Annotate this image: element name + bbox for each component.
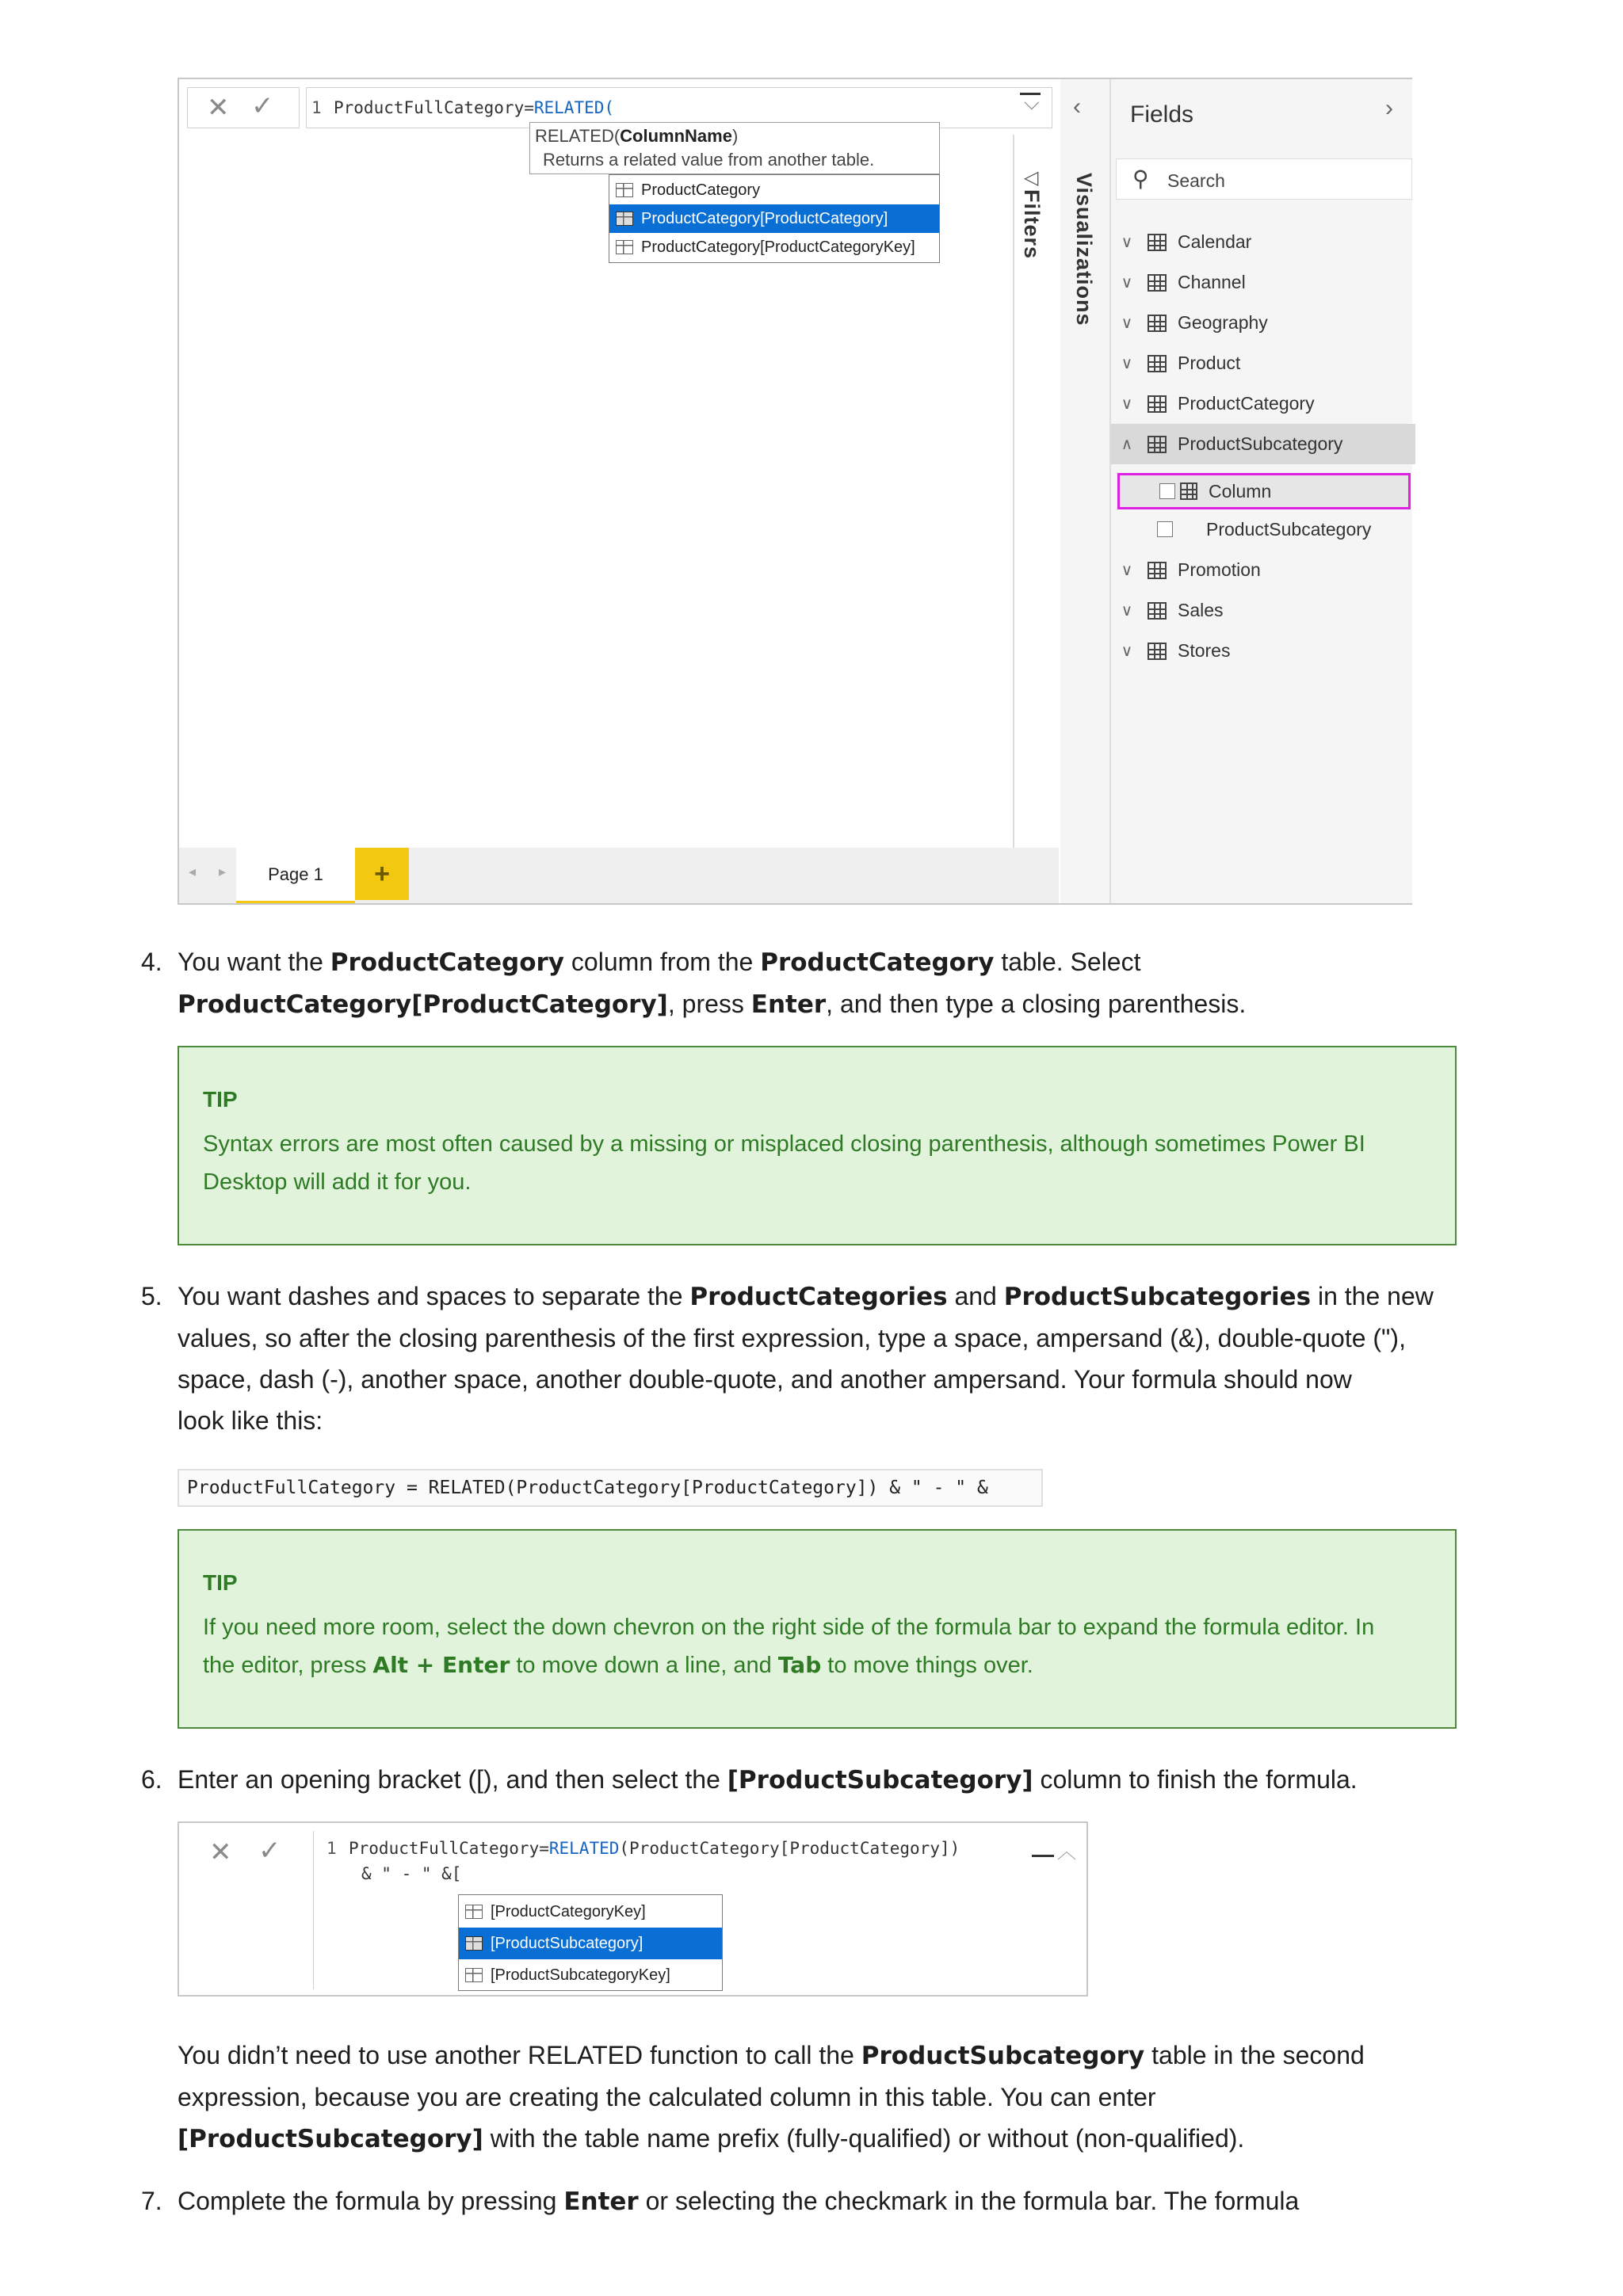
autocomplete-item[interactable]: ProductCategory[ProductCategoryKey]: [609, 233, 939, 261]
cancel-icon[interactable]: ✕: [209, 1837, 232, 1867]
chevron-down-icon: ∨: [1121, 395, 1133, 413]
checkmark-icon[interactable]: ✓: [258, 1836, 281, 1866]
note-text: You didn’t need to use another RELATED function to call the ProductSubcategory table in the second expression, because you are creating the calculated column in this table. You can enter [ProductSubcategory] with the table name prefix (fully-qualified) or without (non-qualified).: [178, 2041, 1365, 2153]
formula-actions: [187, 87, 300, 128]
tip-callout: [178, 1046, 1457, 1245]
step-6-text: Enter an opening bracket ([), and then select the [ProductSubcategory] column to finish the formula.: [178, 1765, 1358, 1794]
step-7-text: Complete the formula by pressing Enter or selecting the checkmark in the formula bar. The formula: [178, 2187, 1300, 2216]
table-icon: [1148, 395, 1167, 413]
tip-text: Syntax errors are most often caused by a missing or misplaced closing parenthesis, although sometimes Power BI Desktop will add it for you.: [203, 1131, 1365, 1195]
autocomplete-list: [609, 174, 940, 263]
field-table-product[interactable]: ∨ Product: [1111, 343, 1415, 383]
chevron-down-icon: ∨: [1121, 274, 1133, 292]
column-icon: [616, 240, 633, 254]
checkmark-icon[interactable]: ✓: [251, 91, 274, 121]
chevron-up-icon[interactable]: ︿: [1057, 1841, 1076, 1863]
filters-pane-toggle[interactable]: [1019, 166, 1044, 259]
chevron-down-icon: ∨: [1121, 643, 1133, 660]
chevron-right-icon[interactable]: ›: [1385, 95, 1393, 121]
screenshot-formula-related: [178, 78, 1412, 905]
table-icon: [1148, 315, 1167, 332]
chevron-down-icon[interactable]: ⌵: [1024, 90, 1040, 114]
screenshot-formula-subcategory: [178, 1821, 1088, 1997]
field-table-geography[interactable]: ∨ Geography: [1111, 303, 1415, 343]
field-column-highlighted[interactable]: Column: [1117, 473, 1411, 509]
formula-line-1: ProductFullCategory=RELATED(ProductCategory[ProductCategory]): [349, 1839, 960, 1858]
autocomplete-item[interactable]: [ProductCategoryKey]: [459, 1896, 722, 1928]
page-tab[interactable]: Page 1: [236, 848, 355, 903]
field-checkbox[interactable]: [1159, 483, 1175, 499]
chevron-down-icon: ∨: [1121, 315, 1133, 332]
filter-icon: ◁: [1024, 167, 1039, 189]
tip-heading: TIP: [203, 1570, 238, 1595]
prev-page-icon[interactable]: ◂: [189, 864, 197, 879]
chevron-down-icon: ∨: [1121, 602, 1133, 620]
code-snippet: ProductFullCategory = RELATED(ProductCategory[ProductCategory]) & " - " &: [178, 1469, 1043, 1507]
field-table-stores[interactable]: ∨ Stores: [1111, 631, 1415, 671]
fields-title: Fields: [1130, 101, 1194, 128]
function-description: Returns a related value from another table.: [543, 150, 875, 170]
step-number: 6.: [141, 1765, 162, 1794]
add-page-button[interactable]: +: [355, 848, 409, 900]
visualizations-pane[interactable]: [1060, 79, 1109, 903]
table-icon: [1148, 562, 1167, 579]
column-icon: [465, 1936, 483, 1951]
table-icon: [1148, 274, 1167, 292]
step-4-text: You want the ProductCategory column from the ProductCategory table. Select ProductCategory[ProductCategory], press Enter, and then type a closing parenthesis.: [178, 948, 1247, 1019]
chevron-down-icon: ∨: [1121, 562, 1133, 579]
autocomplete-item-selected[interactable]: ProductCategory[ProductCategory]: [609, 204, 939, 233]
field-table-productcategory[interactable]: ∨ ProductCategory: [1111, 383, 1415, 424]
line-number: 1: [327, 1839, 337, 1858]
fields-pane: [1111, 79, 1412, 903]
visualizations-label: Visualizations: [1072, 173, 1096, 326]
chevron-down-icon: ∨: [1121, 234, 1133, 251]
autocomplete-item[interactable]: ProductCategory: [609, 176, 939, 204]
table-icon: [616, 183, 633, 197]
step-5-text: You want dashes and spaces to separate the ProductCategories and ProductSubcategories in the new values, so after the closing parenthesis of the first expression, type a space, ampersand (&), double-quote ("), space, dash (-), another space, another double-quote, and another ampersand. Your formula should now look like this:: [178, 1282, 1434, 1435]
formula-actions: [187, 1831, 314, 1989]
field-table-sales[interactable]: ∨ Sales: [1111, 590, 1415, 631]
field-table-calendar[interactable]: ∨ Calendar: [1111, 222, 1415, 262]
function-signature: RELATED(ColumnName): [535, 126, 739, 146]
column-icon: [616, 212, 633, 226]
fields-search-input[interactable]: [1116, 158, 1412, 200]
table-icon: [1148, 355, 1167, 372]
autocomplete-item[interactable]: [ProductSubcategoryKey]: [459, 1959, 722, 1991]
chevron-left-icon[interactable]: ‹: [1073, 93, 1081, 120]
formula-collapse-icon[interactable]: [1032, 1855, 1054, 1857]
column-icon: [465, 1968, 483, 1982]
step-number: 5.: [141, 1282, 162, 1310]
table-icon: [1148, 436, 1167, 453]
tip-heading: TIP: [203, 1087, 238, 1112]
calculated-column-icon: [1180, 482, 1197, 500]
tip-callout: [178, 1529, 1457, 1729]
field-checkbox[interactable]: [1157, 521, 1173, 537]
table-icon: [1148, 643, 1167, 660]
autocomplete-list: [458, 1894, 723, 1991]
next-page-icon[interactable]: ▸: [219, 864, 227, 879]
step-number: 4.: [141, 948, 162, 976]
field-table-productsubcategory[interactable]: ∧ ProductSubcategory: [1111, 424, 1415, 464]
field-table-promotion[interactable]: ∨ Promotion: [1111, 550, 1415, 590]
cancel-icon[interactable]: ✕: [207, 93, 230, 123]
table-icon: [1148, 234, 1167, 251]
table-icon: [1148, 602, 1167, 620]
canvas-divider: [1013, 135, 1014, 848]
step-number: 7.: [141, 2187, 162, 2215]
function-tooltip: [529, 122, 940, 174]
field-table-channel[interactable]: ∨ Channel: [1111, 262, 1415, 303]
line-number: 1: [311, 98, 322, 117]
column-icon: [465, 1905, 483, 1919]
field-productsubcategory[interactable]: ProductSubcategory: [1117, 512, 1411, 547]
search-placeholder: Search: [1167, 170, 1225, 191]
autocomplete-item-selected[interactable]: [ProductSubcategory]: [459, 1928, 722, 1959]
formula-text: ProductFullCategory=RELATED(: [334, 98, 615, 117]
page-tabs-bar: [179, 848, 1059, 903]
formula-line-2: & " - " &[: [361, 1864, 462, 1883]
tip-text: If you need more room, select the down chevron on the right side of the formula bar to expand the formula editor. In the editor, press Alt + Enter to move down a line, and Tab to move things over.: [203, 1615, 1375, 1678]
chevron-up-icon: ∧: [1121, 436, 1133, 453]
search-icon: ⚲: [1132, 166, 1149, 191]
chevron-down-icon: ∨: [1121, 355, 1133, 372]
filters-label: Filters: [1020, 189, 1044, 260]
